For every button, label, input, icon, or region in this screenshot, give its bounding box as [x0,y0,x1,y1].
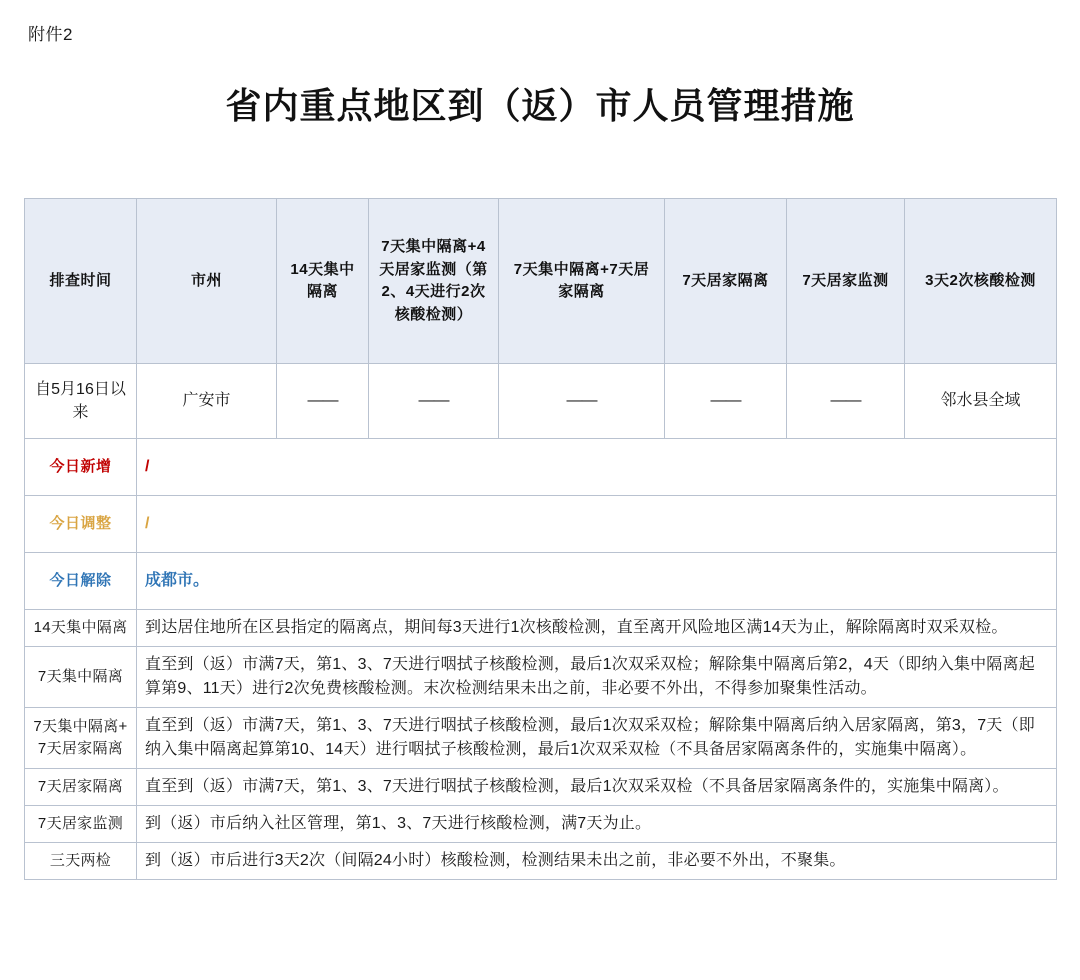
rule-text-7day-central: 直至到（返）市满7天，第1、3、7天进行咽拭子核酸检测，最后1次双采双检；解除集中隔离后第2，4天（即纳入集中隔离起算第9、11天）进行2次免费核酸检测。末次检测结果未出之前，非必要不外出，不得参加聚集性活动。 [137,647,1057,708]
rule-text-7day-home-monitor: 到（返）市后纳入社区管理，第1、3、7天进行核酸检测，满7天为止。 [137,806,1057,843]
cell-7day-home-monitor: —— [787,364,905,439]
table-body [25,364,1057,880]
rule-label-7day-home-quarantine: 7天居家隔离 [25,769,137,806]
rule-text-3day-2test: 到（返）市后进行3天2次（间隔24小时）核酸检测，检测结果未出之前，非必要不外出，不聚集。 [137,843,1057,880]
cell-7day-central-4day-monitor: —— [369,364,499,439]
column-header-7day-central-7day-home-quarantine: 7天集中隔离+7天居家隔离 [499,199,665,364]
cell-14day-central: —— [277,364,369,439]
table-header-row [25,199,1057,364]
table-header [25,199,1057,364]
row-value-today-released: 成都市。 [137,553,1057,610]
rule-row-7day-home-monitor [25,806,1057,843]
rule-text-7day-central-7day-home: 直至到（返）市满7天，第1、3、7天进行咽拭子核酸检测，最后1次双采双检；解除集中隔离后纳入居家隔离，第3，7天（即纳入集中隔离起算第10、14天）进行咽拭子核酸检测，最后1次双采双检（不具备居家隔离条件的，实施集中隔离）。 [137,708,1057,769]
rule-label-7day-home-monitor: 7天居家监测 [25,806,137,843]
rule-row-3day-2test [25,843,1057,880]
rule-label-14day-central: 14天集中隔离 [25,610,137,647]
measures-table [24,198,1057,880]
table-row [25,364,1057,439]
attachment-label: 附件2 [28,25,73,44]
measures-table-container [24,198,1056,880]
table-row-today-released [25,553,1057,610]
table-row-today-added [25,439,1057,496]
column-header-7day-home-monitor: 7天居家监测 [787,199,905,364]
row-value-today-added: / [137,439,1057,496]
cell-7day-central-7day-home: —— [499,364,665,439]
rule-label-3day-2test: 三天两检 [25,843,137,880]
rule-row-14day-central [25,610,1057,647]
column-header-14day-central-quarantine: 14天集中隔离 [277,199,369,364]
page-title: 省内重点地区到（返）市人员管理措施 [225,86,855,126]
column-header-7day-home-quarantine: 7天居家隔离 [665,199,787,364]
cell-7day-home-quarantine: —— [665,364,787,439]
table-row-today-adjusted [25,496,1057,553]
rule-text-14day-central: 到达居住地所在区县指定的隔离点，期间每3天进行1次核酸检测，直至离开风险地区满14天为止，解除隔离时双采双检。 [137,610,1057,647]
row-label-today-adjusted: 今日调整 [25,496,137,553]
rule-row-7day-home-quarantine [25,769,1057,806]
row-label-today-released: 今日解除 [25,553,137,610]
cell-city: 广安市 [137,364,277,439]
rule-row-7day-central-7day-home [25,708,1057,769]
rule-row-7day-central [25,647,1057,708]
column-header-screening-time: 排查时间 [25,199,137,364]
cell-screening-time: 自5月16日以来 [25,364,137,439]
rule-text-7day-home-quarantine: 直至到（返）市满7天，第1、3、7天进行咽拭子核酸检测，最后1次双采双检（不具备居家隔离条件的，实施集中隔离）。 [137,769,1057,806]
column-header-3day-2test-nucleic-acid: 3天2次核酸检测 [905,199,1057,364]
rule-label-7day-central: 7天集中隔离 [25,647,137,708]
column-header-city: 市州 [137,199,277,364]
rule-label-7day-central-7day-home: 7天集中隔离+7天居家隔离 [25,708,137,769]
row-label-today-added: 今日新增 [25,439,137,496]
row-value-today-adjusted: / [137,496,1057,553]
column-header-7day-central-4day-home-monitor: 7天集中隔离+4天居家监测（第2、4天进行2次核酸检测） [369,199,499,364]
cell-3day-2test: 邻水县全域 [905,364,1057,439]
